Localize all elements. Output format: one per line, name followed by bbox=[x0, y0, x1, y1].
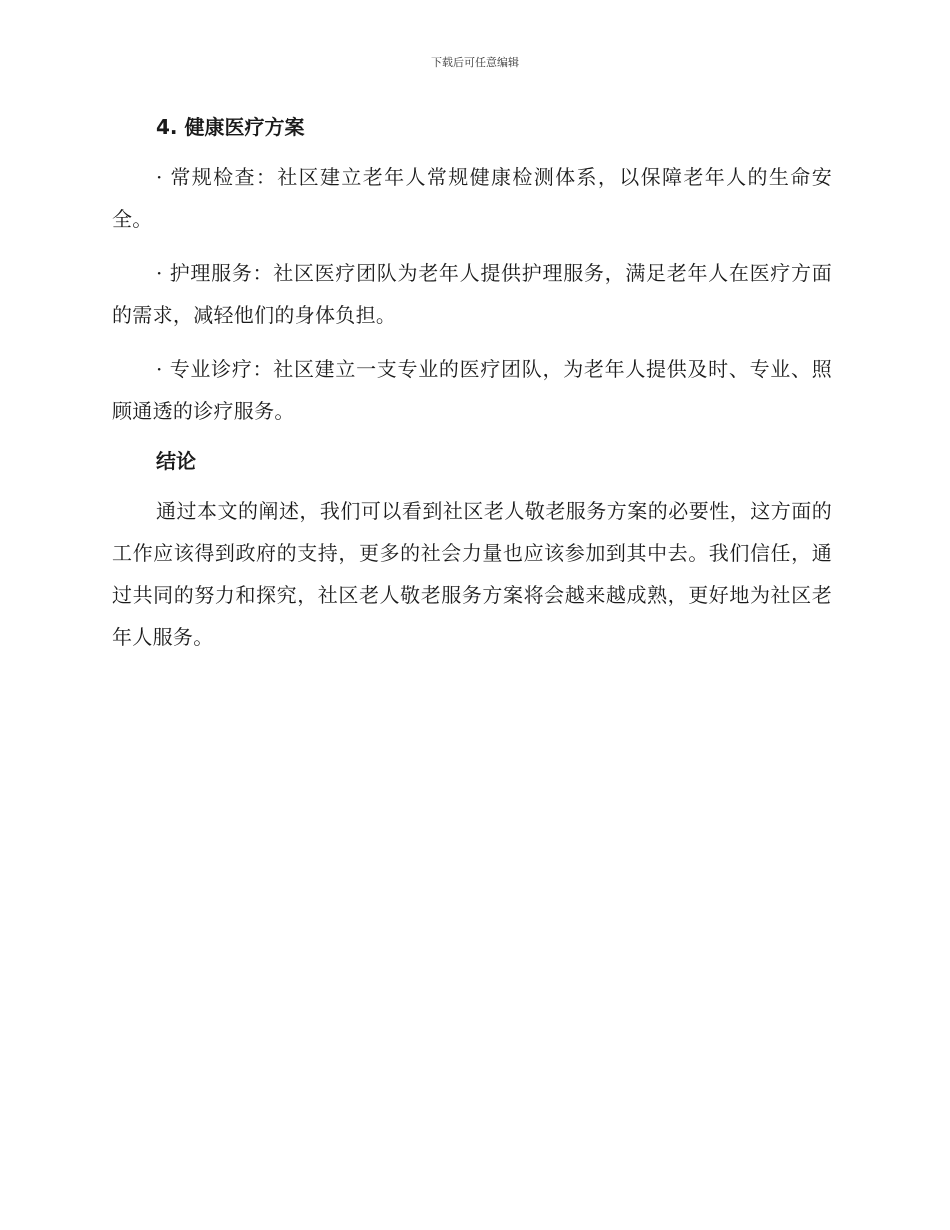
page-header-note: 下载后可任意编辑 bbox=[431, 56, 519, 69]
paragraph-routine-check: · 常规检查：社区建立老年人常规健康检测体系，以保障老年人的生命安全。 bbox=[112, 165, 832, 231]
paragraph-nursing-service: · 护理服务：社区医疗团队为老年人提供护理服务，满足老年人在医疗方面的需求，减轻他们的身体负担。 bbox=[112, 261, 832, 327]
document-body bbox=[112, 112, 832, 658]
paragraph-conclusion: 通过本文的阐述，我们可以看到社区老人敬老服务方案的必要性，这方面的工作应该得到政府的支持，更多的社会力量也应该参加到其中去。我们信任，通过共同的努力和探究，社区老人敬老服务方案将会越来越成熟，更好地为社区老年人服务。 bbox=[112, 499, 832, 649]
section-heading-health: 4. 健康医疗方案 bbox=[156, 115, 305, 139]
section-heading-conclusion: 结论 bbox=[156, 449, 196, 473]
paragraph-professional-diagnosis: · 专业诊疗：社区建立一支专业的医疗团队，为老年人提供及时、专业、照顾通透的诊疗服务。 bbox=[112, 357, 832, 423]
